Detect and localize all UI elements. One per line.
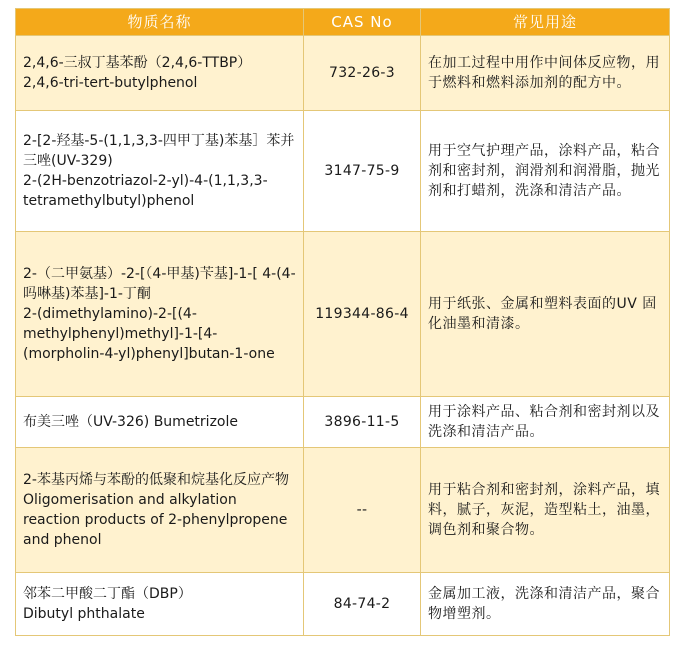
substance-name-cell: [16, 573, 304, 636]
table-row: [16, 573, 670, 636]
substance-name-zh: 2-[2-羟基-5-(1,1,3,3-四甲丁基)苯基］苯并三唑(UV-329): [23, 133, 295, 169]
common-use: 用于粘合剂和密封剂，涂料产品，填料，腻子，灰泥，造型粘土，油墨，调色剂和聚合物。: [421, 448, 670, 573]
header-cas-number: CAS No: [304, 9, 421, 36]
substance-name-cell: [16, 397, 304, 448]
substance-name-cell: [16, 232, 304, 397]
cas-number: --: [304, 448, 421, 573]
cas-number: 84-74-2: [304, 573, 421, 636]
table-header-row: [16, 9, 670, 36]
cas-number: 119344-86-4: [304, 232, 421, 397]
substance-table: [15, 8, 670, 636]
substance-name-cell: [16, 111, 304, 232]
substance-name-zh: 2,4,6-三叔丁基苯酚（2,4,6-TTBP）: [23, 55, 252, 71]
substance-name-zh: 2-苯基丙烯与苯酚的低聚和烷基化反应产物: [23, 472, 289, 488]
common-use: 用于纸张、金属和塑料表面的UV 固化油墨和清漆。: [421, 232, 670, 397]
header-substance-name: 物质名称: [16, 9, 304, 36]
substance-name-zh: 2-（二甲氨基）-2-[（4-甲基)苄基]-1-[ 4-(4-吗啉基)苯基]-1-丁酮: [23, 266, 296, 302]
substance-name-en: Bumetrizole: [153, 414, 238, 430]
table-row: [16, 448, 670, 573]
substance-name-en: 2,4,6-tri-tert-butylphenol: [23, 75, 198, 91]
cas-number: 3896-11-5: [304, 397, 421, 448]
header-common-use: 常见用途: [421, 9, 670, 36]
substance-name-cell: [16, 36, 304, 111]
table-row: [16, 111, 670, 232]
substance-name-en: Dibutyl phthalate: [23, 606, 145, 622]
substance-name-cell: [16, 448, 304, 573]
common-use: 金属加工液，洗涤和清洁产品，聚合物增塑剂。: [421, 573, 670, 636]
common-use: 用于空气护理产品，涂料产品，粘合剂和密封剂，润滑剂和润滑脂，抛光剂和打蜡剂，洗涤和清洁产品。: [421, 111, 670, 232]
table-row: [16, 397, 670, 448]
common-use: 用于涂料产品、粘合剂和密封剂以及洗涤和清洁产品。: [421, 397, 670, 448]
substance-name-zh: 邻苯二甲酸二丁酯（DBP）: [23, 586, 192, 602]
substance-name-en: 2-(2H-benzotriazol-2-yl)-4-(1,1,3,3-tetramethylbutyl)phenol: [23, 173, 268, 209]
common-use: 在加工过程中用作中间体反应物，用于燃料和燃料添加剂的配方中。: [421, 36, 670, 111]
substance-name-zh: 布美三唑（UV-326): [23, 414, 150, 430]
table-row: [16, 36, 670, 111]
cas-number: 3147-75-9: [304, 111, 421, 232]
substance-name-en: 2-(dimethylamino)-2-[(4-methylphenyl)methyl]-1-[4-(morpholin-4-yl)phenyl]butan-1-one: [23, 306, 275, 362]
table-row: [16, 232, 670, 397]
substance-name-en: Oligomerisation and alkylation reaction products of 2-phenylpropene and phenol: [23, 492, 288, 548]
cas-number: 732-26-3: [304, 36, 421, 111]
